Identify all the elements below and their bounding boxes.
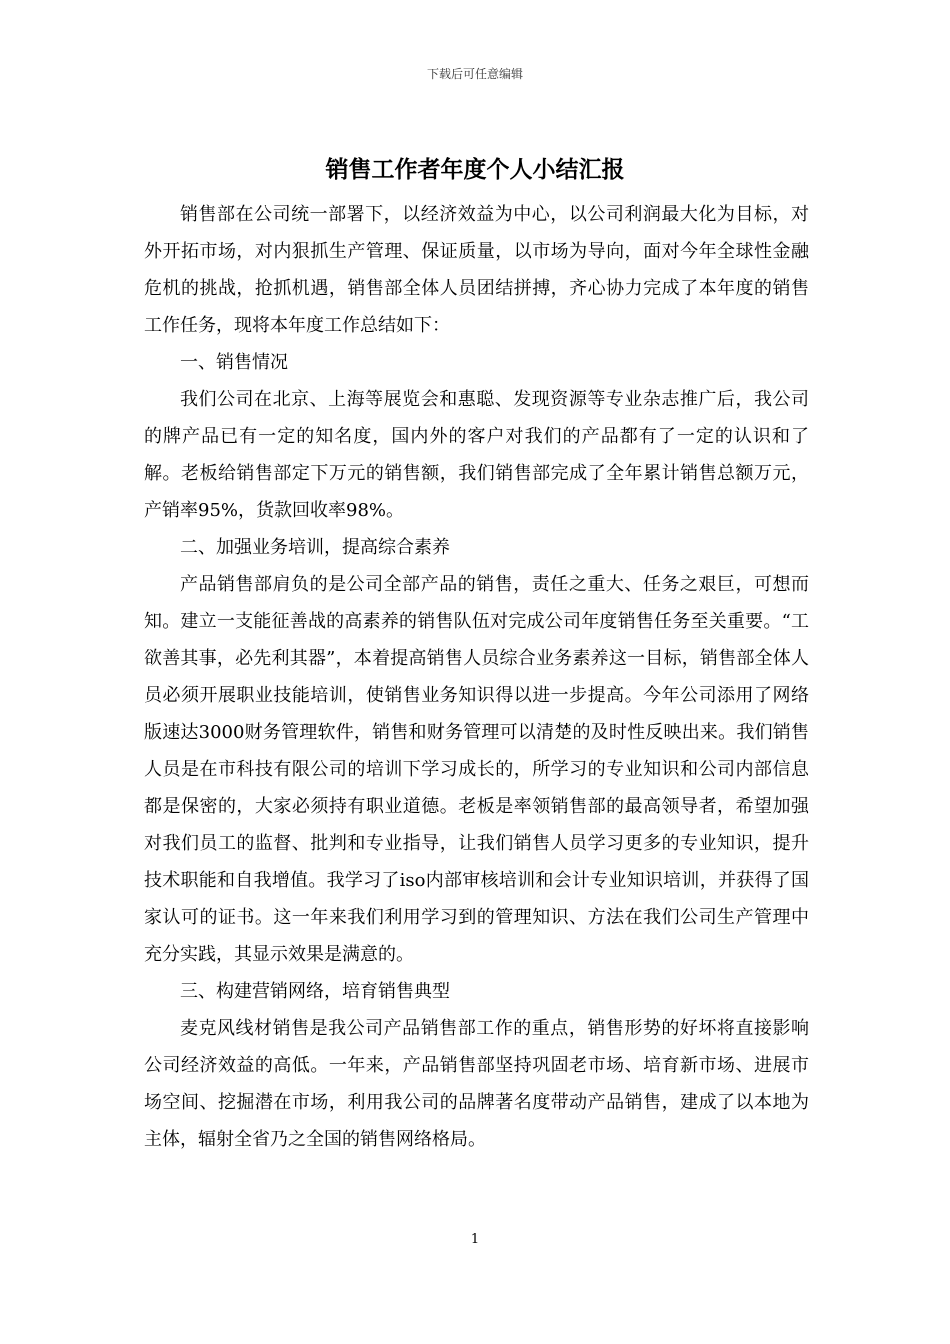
page-header: 下载后可任意编辑 <box>426 67 523 81</box>
paragraph-intro: 销售部在公司统一部署下，以经济效益为中心，以公司利润最大化为目标，对外开拓市场，对内狠抓生产管理、保证质量，以市场为导向，面对今年全球性金融危机的挑战，抢抓机遇，销售部全体人员团结拼搏，齐心协力完成了本年度的销售工作任务，现将本年度工作总结如下： <box>144 204 809 336</box>
page-number: 1 <box>470 1232 480 1247</box>
paragraph-sales: 我们公司在北京、上海等展览会和惠聪、发现资源等专业杂志推广后，我公司的牌产品已有一定的知名度，国内外的客户对我们的产品都有了一定的认识和了解。老板给销售部定下万元的销售额，我们销售部完成了全年累计销售总额万元，产销率95%，货款回收率98%。 <box>144 389 809 521</box>
paragraph-training: 产品销售部肩负的是公司全部产品的销售，责任之重大、任务之艰巨，可想而知。建立一支能征善战的高素养的销售队伍对完成公司年度销售任务至关重要。“工欲善其事，必先利其器”，本着提高销售人员综合业务素养这一目标，销售部全体人员必须开展职业技能培训，使销售业务知识得以进一步提高。今年公司添用了网络版速达3000财务管理软件，销售和财务管理可以清楚的及时性反映出来。我们销售人员是在市科技有限公司的培训下学习成长的，所学习的专业知识和公司内部信息都是保密的，大家必须持有职业道德。老板是率领销售部的最高领导者，希望加强对我们员工的监督、批判和专业指导，让我们销售人员学习更多的专业知识，提升技术职能和自我增值。我学习了iso内部审核培训和会计专业知识培训，并获得了国家认可的证书。这一年来我们利用学习到的管理知识、方法在我们公司生产管理中充分实践，其显示效果是满意的。 <box>144 574 809 965</box>
section-heading-sales: 一、销售情况 <box>180 352 288 373</box>
paragraph-network: 麦克风线材销售是我公司产品销售部工作的重点，销售形势的好坏将直接影响公司经济效益的高低。一年来，产品销售部坚持巩固老市场、培育新市场、进展市场空间、挖掘潜在市场，利用我公司的品牌著名度带动产品销售，建成了以本地为主体，辐射全省乃之全国的销售网络格局。 <box>144 1018 809 1150</box>
section-heading-network: 三、构建营销网络，培育销售典型 <box>180 981 450 1002</box>
document-title: 销售工作者年度个人小结汇报 <box>325 157 625 183</box>
document-body <box>144 196 809 1158</box>
section-heading-training: 二、加强业务培训，提高综合素养 <box>180 537 450 558</box>
